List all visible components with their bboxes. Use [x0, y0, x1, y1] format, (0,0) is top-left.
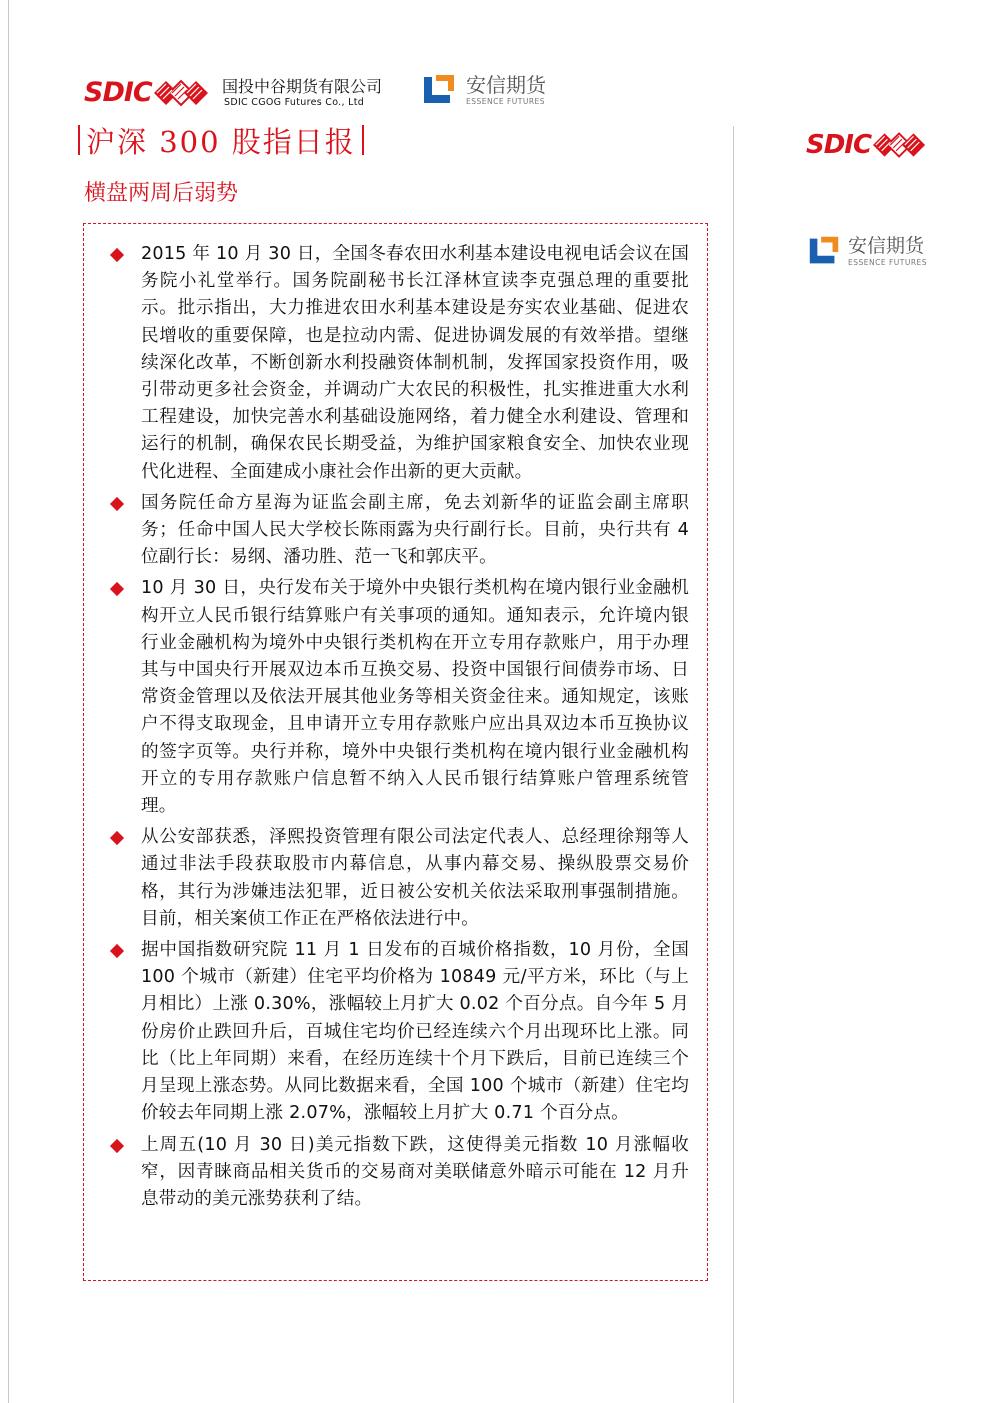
bullet-text: 国务院任命方星海为证监会副主席，免去刘新华的证监会副主席职务；任命中国人民大学校长陈雨露为央行副行长。目前，央行共有 4 位副行长：易纲、潘功胜、范一飞和郭庆平。 — [141, 492, 689, 568]
essence-name-en: ESSENCE FUTURES — [466, 96, 546, 106]
sdic-logo-text: SDIC — [84, 77, 152, 108]
sidebar-divider — [733, 126, 734, 1403]
left-margin-rule — [8, 0, 9, 1403]
report-subtitle: 横盘两周后弱势 — [84, 181, 239, 206]
header-sdic-logo — [84, 77, 210, 108]
title-bar-left — [78, 125, 80, 155]
bullet-text: 上周五(10 月 30 日)美元指数下跌，这使得美元指数 10 月涨幅收窄，因青睐商品相关货币的交易商对美联储意外暗示可能在 12 月升息带动的美元涨势获利了结。 — [141, 1134, 689, 1209]
company-name-en: SDIC CGOG Futures Co., Ltd — [224, 97, 365, 108]
list-item — [84, 575, 707, 820]
diamond-bullet-icon — [110, 944, 124, 958]
bullet-text: 据中国指数研究院 11 月 1 日发布的百城价格指数，10 月份，全国 100 个城市（新建）住宅平均价格为 10849 元/平方米，环比（与上月相比）上涨 0.30%，涨幅较上月扩大 0.02 个百分点。自今年 5 月份房价止跌回升后，百城住宅均价已经连续六个月出现环比上涨。同比（比上年同期）来看，在经历连续十个月下跌后，目前已连续三个月呈现上涨态势。从同比数据来看，全国 100 个城市（新建）住宅均价较去年同期上涨 2.07%，涨幅较上月扩大 0.71 个百分点。 — [141, 940, 689, 1124]
sdic-logo-mark-icon — [154, 78, 210, 108]
diamond-bullet-icon — [110, 831, 124, 845]
sidebar-essence-logo — [806, 234, 927, 268]
list-item — [84, 490, 707, 572]
diamond-bullet-icon — [110, 1138, 124, 1152]
list-item — [84, 241, 707, 486]
list-item — [84, 824, 707, 933]
report-title — [72, 118, 370, 162]
sidebar-essence-name-cn: 安信期货 — [848, 234, 925, 257]
essence-logo-mark-icon — [420, 73, 458, 107]
title-bar-right — [362, 125, 364, 155]
list-item — [84, 937, 707, 1127]
bullet-text: 10 月 30 日，央行发布关于境外中央银行类机构在境内银行业金融机构开立人民币银行结算账户有关事项的通知。通知表示，允许境内银行业金融机构为境外中央银行类机构在开立专用存款账户，用于办理其与中国央行开展双边本币互换交易、投资中国银行间债券市场、日常资金管理以及依法开展其他业务等相关资金往来。通知规定，该账户不得支取现金，且申请开立专用存款账户应出具双边本币互换协议的签字页等。央行并称，境外中央银行类机构在境内银行业金融机构开立的专用存款账户信息暂不纳入人民币银行结算账户管理系统管理。 — [141, 578, 689, 817]
sidebar-sdic-logo-text: SDIC — [806, 130, 872, 160]
diamond-bullet-icon — [110, 248, 124, 262]
essence-name-cn: 安信期货 — [466, 72, 546, 97]
diamond-bullet-icon — [110, 582, 124, 596]
news-box — [83, 223, 708, 1281]
bullet-text: 2015 年 10 月 30 日，全国冬春农田水利基本建设电视电话会议在国务院小礼堂举行。国务院副秘书长江泽林宣读李克强总理的重要批示。批示指出，大力推进农田水利基本建设是夯实农业基础、促进农民增收的重要保障，也是拉动内需、促进协调发展的有效举措。望继续深化改革，不断创新水利投融资体制机制，发挥国家投资作用，吸引带动更多社会资金，并调动广大农民的积极性，扎实推进重大水利工程建设，加快完善水利基础设施网络，着力健全水利建设、管理和运行的机制，确保农民长期受益，为维护国家粮食安全、加快农业现代化进程、全面建成小康社会作出新的更大贡献。 — [141, 244, 689, 482]
report-title-text: 沪深 300 股指日报 — [86, 124, 356, 159]
company-name-cn: 国投中谷期货有限公司 — [222, 77, 383, 96]
header-essence-logo — [420, 73, 546, 107]
diamond-bullet-icon — [110, 497, 124, 511]
sidebar-essence-logo-mark-icon — [806, 234, 842, 268]
list-item — [84, 1132, 707, 1214]
sidebar-sdic-logo-mark-icon — [873, 130, 927, 160]
bullet-text: 从公安部获悉，泽熙投资管理有限公司法定代表人、总经理徐翔等人通过非法手段获取股市内幕信息，从事内幕交易、操纵股票交易价格，其行为涉嫌违法犯罪，近日被公安机关依法采取刑事强制措施。目前，相关案侦工作正在严格依法进行中。 — [141, 827, 689, 929]
news-list — [84, 241, 707, 1217]
sidebar-essence-name-en: ESSENCE FUTURES — [848, 257, 928, 267]
sidebar-sdic-logo — [806, 130, 927, 160]
